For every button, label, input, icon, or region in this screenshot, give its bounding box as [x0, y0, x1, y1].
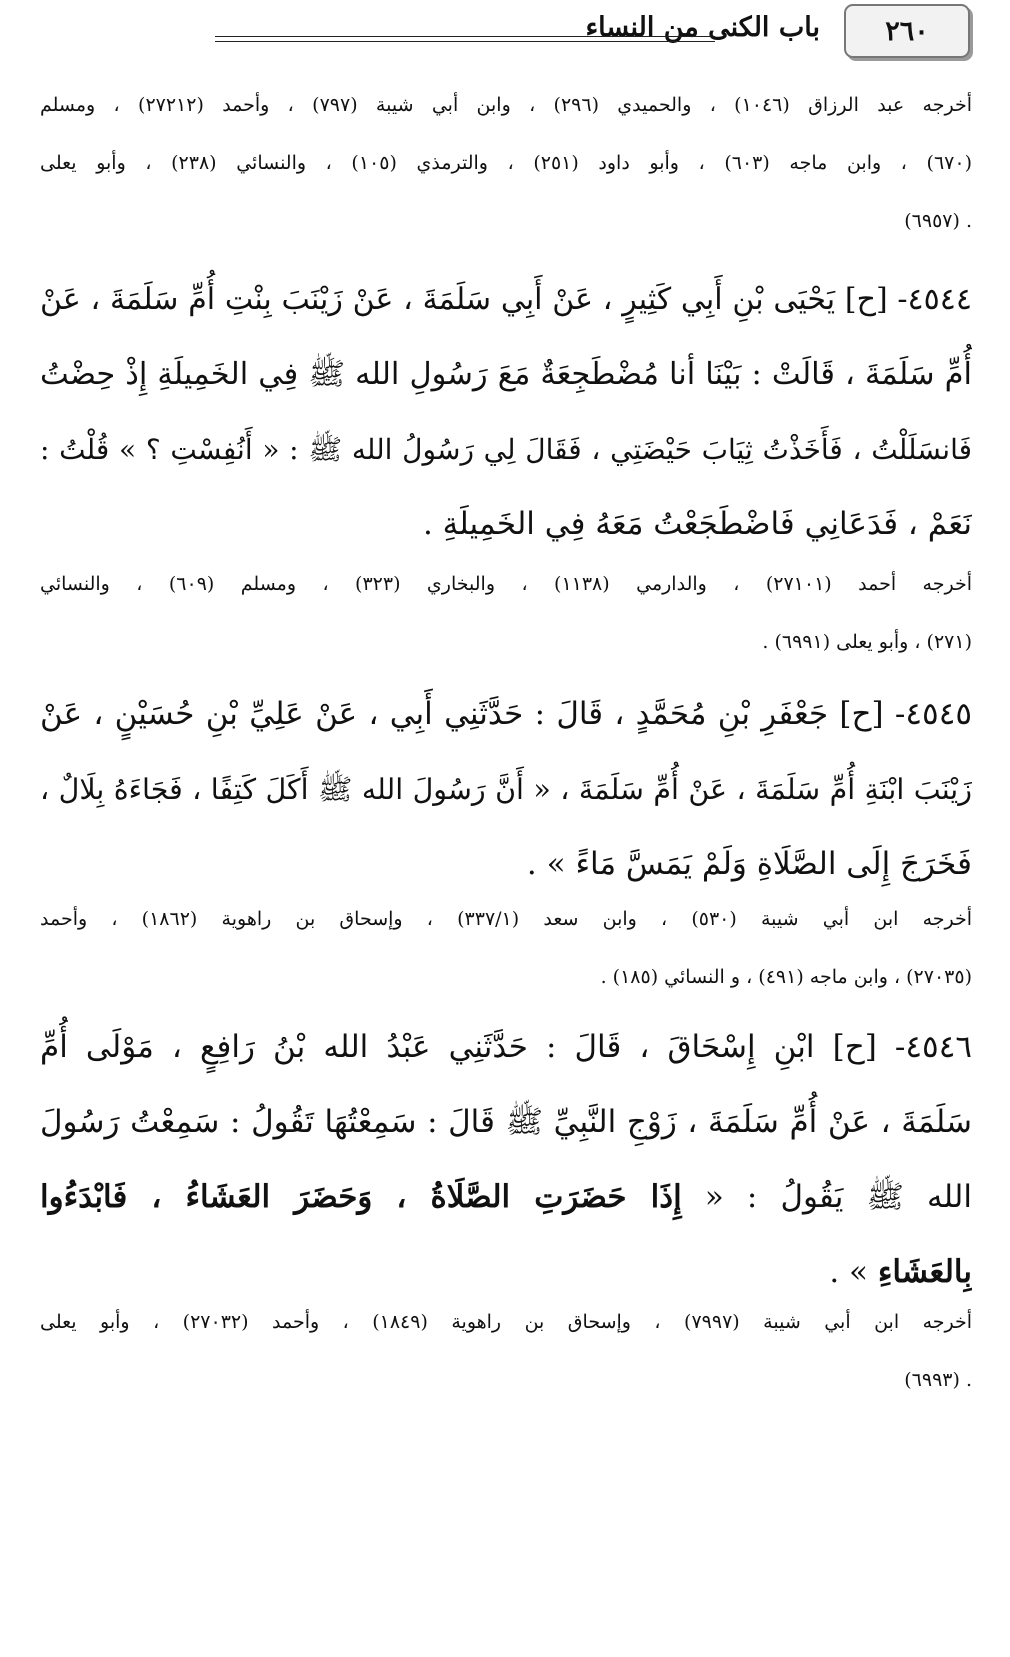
hadith-line	[40, 1160, 972, 1235]
hadith-line: فَانسَلَلْتُ ، فَأَخَذْتُ ثِيَابَ حَيْضَتِي ، فَقَالَ لِي رَسُولُ الله ﷺ : « أَنُفِسْتِ ؟ » قُلْتُ :	[40, 433, 972, 466]
hadith-line: ٤٥٤٥- [ح] جَعْفَرِ بْنِ مُحَمَّدٍ ، قَالَ : حَدَّثَنِي أَبِي ، عَنْ عَلِيِّ بْنِ حُسَيْنٍ ، عَنْ	[40, 696, 972, 732]
chapter-title: باب الكنى من النساء	[585, 12, 820, 43]
hadith-quote-bold: بِالعَشَاءِ	[877, 1254, 972, 1290]
reference-line: . (٦٩٥٧)	[904, 210, 972, 232]
hadith-line: نَعَمْ ، فَدَعَانِي فَاضْطَجَعْتُ مَعَهُ فِي الخَمِيلَةِ .	[422, 506, 972, 542]
hadith-4545	[40, 677, 972, 902]
reference-line: أخرجه ابن أبي شيبة (٥٣٠) ، وابن سعد (٣٣٧/١) ، وإسحاق بن راهوية (١٨٦٢) ، وأحمد	[40, 908, 972, 930]
page-number-box	[844, 4, 970, 58]
hadith-4544	[40, 262, 972, 562]
reference-line: (٢٧٠٣٥) ، وابن ماجه (٤٩١) ، و النسائي (١٨٥) .	[600, 966, 972, 988]
hadith-text: » .	[829, 1254, 878, 1290]
page-number: ٢٦٠	[885, 15, 929, 47]
reference-line: أخرجه أحمد (٢٧١٠١) ، والدارمي (١١٣٨) ، والبخاري (٣٢٣) ، ومسلم (٦٠٩) ، والنسائي	[40, 573, 972, 595]
reference-line: (٦٧٠) ، وابن ماجه (٦٠٣) ، وأبو داود (٢٥١) ، والترمذي (١٠٥) ، والنسائي (٢٣٨) ، وأبو يعلى	[40, 152, 972, 174]
hadith-text: الله ﷺ يَقُولُ : «	[681, 1179, 972, 1215]
hadith-quote-bold: إِذَا حَضَرَتِ الصَّلَاةُ ، وَحَضَرَ العَشَاءُ ، فَابْدَءُوا	[40, 1179, 682, 1215]
reference-line: . (٦٩٩٣)	[904, 1369, 972, 1391]
hadith-line: ٤٥٤٦- [ح] ابْنِ إِسْحَاقَ ، قَالَ : حَدَّثَنِي عَبْدُ الله بْنُ رَافِعٍ ، مَوْلَى أُمِّ	[40, 1029, 972, 1065]
reference-block	[40, 890, 972, 1006]
reference-line: أخرجه ابن أبي شيبة (٧٩٩٧) ، وإسحاق بن راهوية (١٨٤٩) ، وأحمد (٢٧٠٣٢) ، وأبو يعلى	[40, 1311, 972, 1333]
hadith-line: أُمِّ سَلَمَةَ ، قَالَتْ : بَيْنَا أنا مُضْطَجِعَةٌ مَعَ رَسُولِ الله ﷺ فِي الخَمِيلَةِ إِذْ حِضْتُ	[40, 357, 972, 392]
hadith-line: فَخَرَجَ إِلَى الصَّلَاةِ وَلَمْ يَمَسَّ مَاءً » .	[526, 846, 972, 882]
hadith-4546	[40, 1010, 972, 1310]
reference-block	[40, 76, 972, 250]
header-rule	[215, 36, 715, 42]
hadith-line: زَيْنَبَ ابْنَةِ أُمِّ سَلَمَةَ ، عَنْ أُمِّ سَلَمَةَ ، « أَنَّ رَسُولَ الله ﷺ أَكَلَ كَتِفًا ، فَجَاءَهُ بِلَالٌ ،	[40, 773, 972, 806]
reference-block	[40, 555, 972, 671]
reference-line: (٢٧١) ، وأبو يعلى (٦٩٩١) .	[762, 631, 972, 653]
page-header	[40, 4, 970, 60]
reference-line: أخرجه عبد الرزاق (١٠٤٦) ، والحميدي (٢٩٦) ، وابن أبي شيبة (٧٩٧) ، وأحمد (٢٧٢١٢) ، ومسلم	[40, 94, 972, 116]
hadith-line: سَلَمَةَ ، عَنْ أُمِّ سَلَمَةَ ، زَوْجِ النَّبِيِّ ﷺ قَالَ : سَمِعْتُهَا تَقُولُ : سَمِعْتُ رَسُولَ	[40, 1104, 972, 1140]
hadith-line: ٤٥٤٤- [ح] يَحْيَى بْنِ أَبِي كَثِيرٍ ، عَنْ أَبِي سَلَمَةَ ، عَنْ زَيْنَبَ بِنْتِ أُمِّ سَلَمَةَ ، عَنْ	[40, 282, 972, 317]
reference-block	[40, 1293, 972, 1409]
